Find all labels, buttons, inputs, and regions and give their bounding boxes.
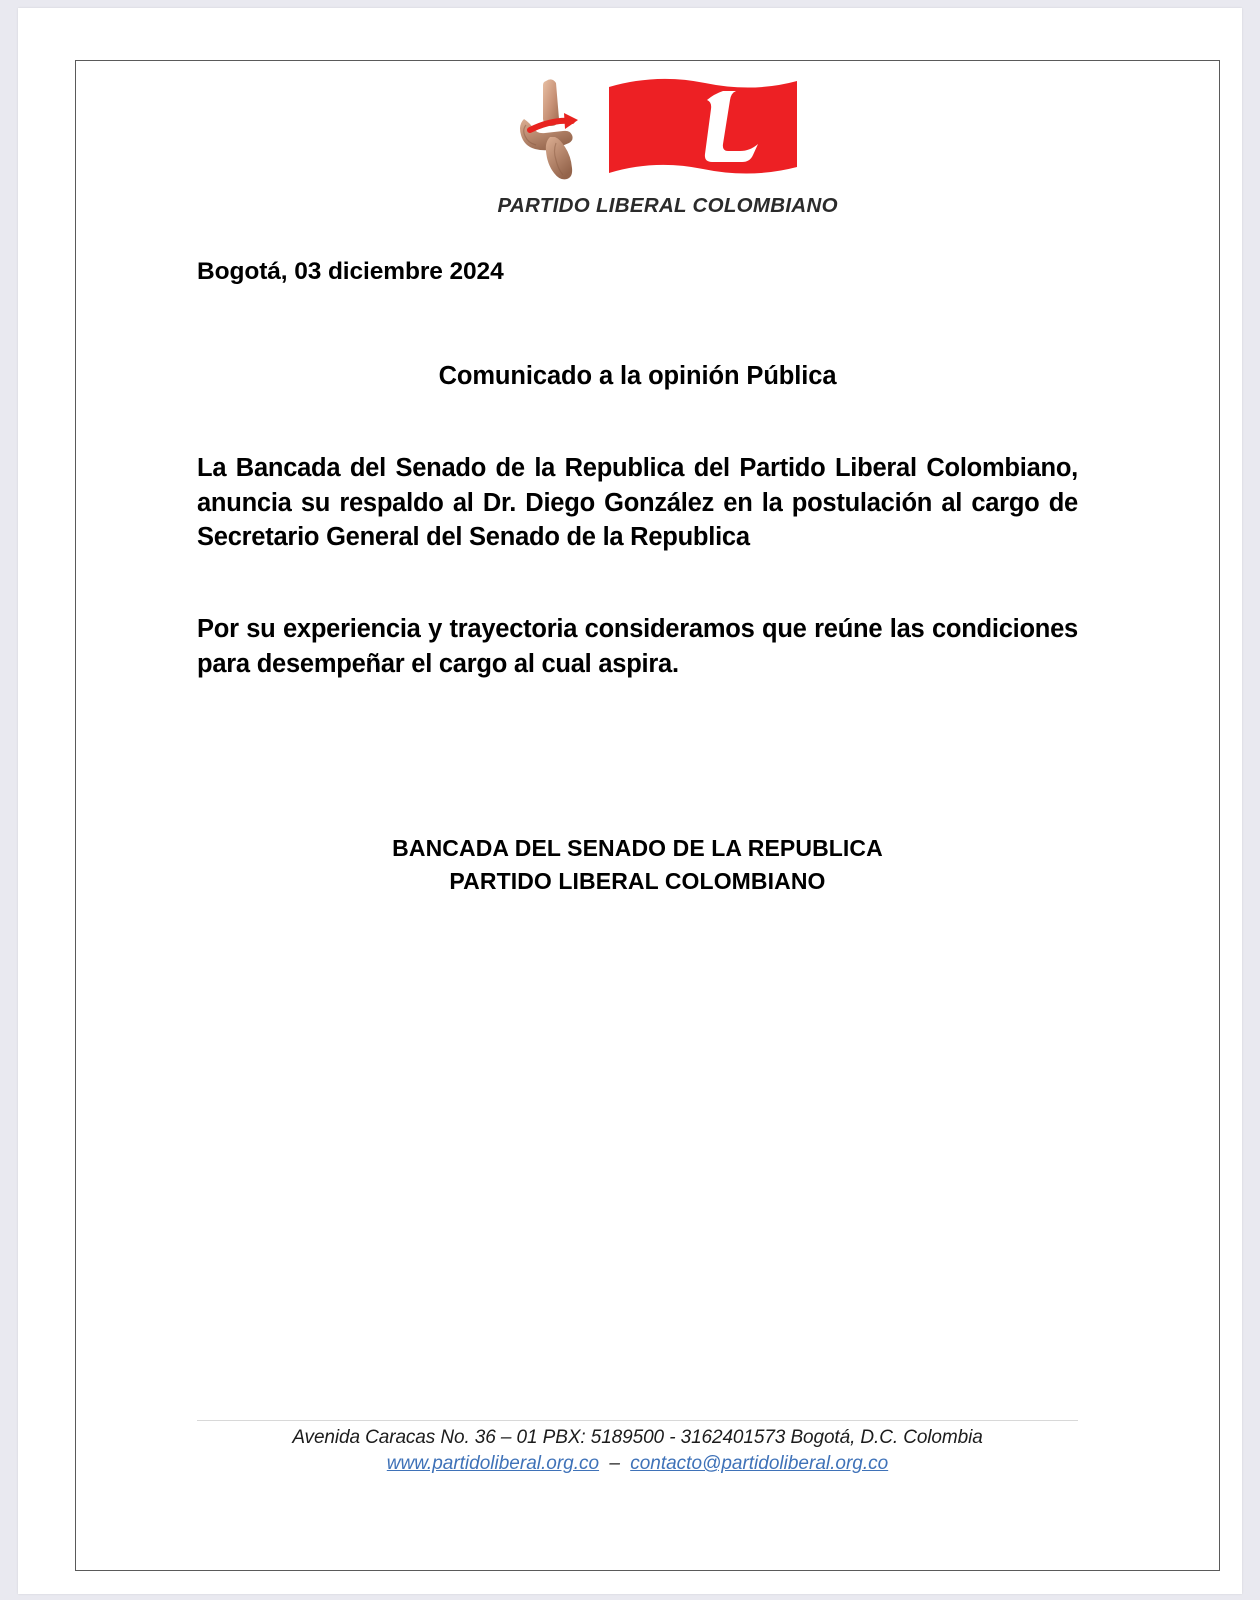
footer-address: Avenida Caracas No. 36 – 01 PBX: 5189500 - 3162401573 Bogotá, D.C. Colombia: [292, 1427, 983, 1448]
document-title: Comunicado a la opinión Pública: [438, 361, 837, 390]
footer-links: [197, 1453, 1078, 1475]
signature-line-2: PARTIDO LIBERAL COLOMBIANO: [449, 867, 826, 894]
date-line: Bogotá, 03 diciembre 2024: [197, 258, 504, 285]
signature-block: [197, 832, 1078, 897]
hand-l-sign-icon: [506, 75, 606, 185]
body-paragraph-2: Por su experiencia y trayectoria consideramos que reúne las condiciones para desempeñar el cargo al cual aspira.: [197, 615, 1078, 679]
footer-email-link[interactable]: contacto@partidoliberal.org.co: [630, 1453, 889, 1474]
red-flag-l-icon: [603, 73, 801, 185]
document-footer: [197, 1420, 1078, 1475]
party-logo: [497, 71, 838, 219]
document-border-frame: [75, 60, 1220, 1571]
page-sheet: [18, 8, 1242, 1594]
footer-link-separator: –: [609, 1453, 620, 1474]
footer-divider: [197, 1420, 1078, 1421]
logo-wordmark: PARTIDO LIBERAL COLOMBIANO: [497, 194, 838, 217]
body-paragraph-1: La Bancada del Senado de la Republica del Partido Liberal Colombiano, anuncia su respaldo al Dr. Diego González en la postulación al cargo de Secretario General del Senado de la Republica: [197, 453, 1078, 552]
document-body: [197, 257, 1078, 898]
letterhead: [76, 71, 1219, 221]
signature-line-1: BANCADA DEL SENADO DE LA REPUBLICA: [392, 835, 883, 862]
footer-website-link[interactable]: www.partidoliberal.org.co: [386, 1453, 600, 1474]
